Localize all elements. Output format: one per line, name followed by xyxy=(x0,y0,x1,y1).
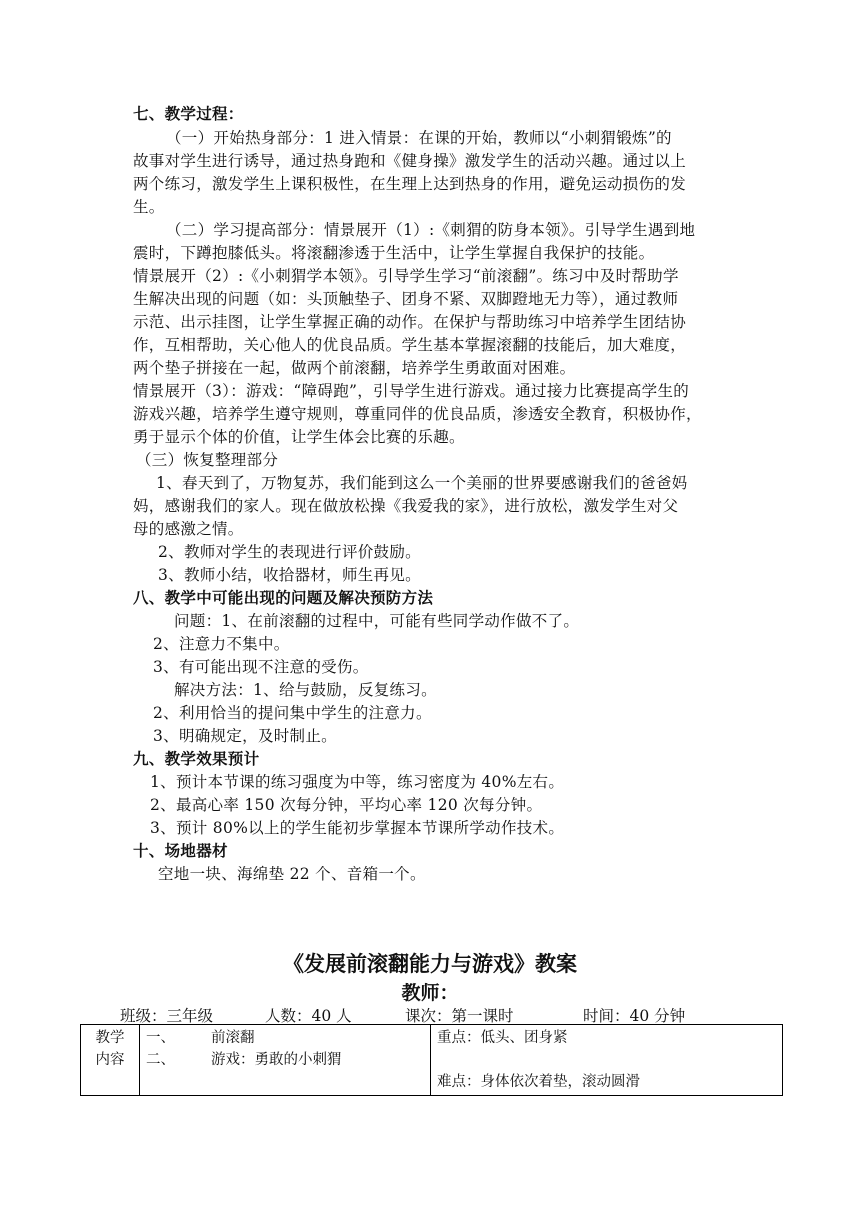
info-lesson: 课次：第一课时 xyxy=(405,1007,514,1025)
info-time: 时间：40 分钟 xyxy=(583,1007,686,1025)
paragraph-line: 妈，感谢我们的家人。现在做放松操《我爱我的家》，进行放松，激发学生对父 xyxy=(133,497,679,515)
content-items-cell xyxy=(140,1025,431,1096)
section-heading-problems: 八、教学中可能出现的问题及解决预防方法 xyxy=(133,589,434,607)
lesson-content-table xyxy=(80,1024,783,1096)
teacher-label: 教师： xyxy=(401,982,459,1004)
paragraph-line: 2、注意力不集中。 xyxy=(153,635,290,653)
paragraph-line: 震时，下蹲抱膝低头。将滚翻渗透于生活中，让学生掌握自我保护的技能。 xyxy=(133,244,655,262)
paragraph-line: 游戏兴趣，培养学生遵守规则，尊重同伴的优良品质，渗透安全教育，积极协作， xyxy=(133,405,702,423)
paragraph-line: 空地一块、海绵垫 22 个、音箱一个。 xyxy=(158,865,426,883)
paragraph-line: 1、春天到了，万物复苏，我们能到这么一个美丽的世界要感谢我们的爸爸妈 xyxy=(156,474,688,492)
paragraph-line: 2、利用恰当的提问集中学生的注意力。 xyxy=(153,704,432,722)
key-points-cell xyxy=(431,1025,783,1096)
difficulty-point: 难点：身体依次着垫，滚动圆滑 xyxy=(437,1074,640,1090)
paragraph-line: 问题：1、在前滚翻的过程中，可能有些同学动作做不了。 xyxy=(174,612,580,630)
lesson-title: 《发展前滚翻能力与游戏》教案 xyxy=(283,952,577,976)
paragraph-line: 3、教师小结，收拾器材，师生再见。 xyxy=(158,566,421,584)
paragraph-line: 2、教师对学生的表现进行评价鼓励。 xyxy=(158,543,421,561)
content-item-number: 二、 xyxy=(146,1052,175,1068)
paragraph-line: 生。 xyxy=(133,198,165,216)
paragraph-line: 故事对学生进行诱导，通过热身跑和《健身操》激发学生的活动兴趣。通过以上 xyxy=(133,152,687,170)
paragraph-line: 两个练习，激发学生上课积极性，在生理上达到热身的作用，避免运动损伤的发 xyxy=(133,175,687,193)
key-point: 重点：低头、团身紧 xyxy=(437,1030,568,1046)
paragraph-line: （三）恢复整理部分 xyxy=(136,451,279,469)
content-item-text: 前滚翻 xyxy=(211,1030,255,1046)
section-heading-process: 七、教学过程： xyxy=(133,105,244,123)
section-heading-effect: 九、教学效果预计 xyxy=(133,750,260,768)
paragraph-line: 情景展开（2）:《小刺猬学本领》。引导学生学习“前滚翻”。练习中及时帮助学 xyxy=(133,267,679,285)
paragraph-line: （二）学习提高部分：情景展开（1）:《刺猬的防身本领》。引导学生遇到地 xyxy=(166,221,696,239)
info-grade: 班级：三年级 xyxy=(120,1007,214,1025)
paragraph-line: 情景展开（3）：游戏：“障碍跑”，引导学生进行游戏。通过接力比赛提高学生的 xyxy=(133,382,690,400)
content-item xyxy=(146,1027,424,1049)
content-header-cell xyxy=(81,1025,140,1096)
paragraph-line: 3、明确规定，及时制止。 xyxy=(153,727,337,745)
content-item-number: 一、 xyxy=(146,1030,175,1046)
section-heading-equipment: 十、场地器材 xyxy=(133,842,228,860)
paragraph-line: 解决方法：1、给与鼓励，反复练习。 xyxy=(174,681,437,699)
content-header-line2: 内容 xyxy=(95,1052,125,1068)
paragraph-line: 3、预计 80%以上的学生能初步掌握本节课所学动作技术。 xyxy=(150,819,565,837)
paragraph-line: 勇于显示个体的价值，让学生体会比赛的乐趣。 xyxy=(133,428,465,446)
paragraph-line: 生解决出现的问题（如：头顶触垫子、团身不紧、双脚蹬地无力等），通过教师 xyxy=(133,290,679,308)
paragraph-line: 作，互相帮助，关心他人的优良品质。学生基本掌握滚翻的技能后，加大难度， xyxy=(133,336,687,354)
paragraph-line: 两个垫子拼接在一起，做两个前滚翻，培养学生勇敢面对困难。 xyxy=(133,359,576,377)
info-students: 人数：40 人 xyxy=(265,1007,352,1025)
content-header-line1: 教学 xyxy=(95,1030,125,1046)
paragraph-line: 母的感激之情。 xyxy=(133,520,244,538)
paragraph-line: （一）开始热身部分：1 进入情景：在课的开始，教师以“小刺猬锻炼”的 xyxy=(166,129,672,147)
paragraph-line: 2、最高心率 150 次每分钟，平均心率 120 次每分钟。 xyxy=(150,796,543,814)
paragraph-line: 示范、出示挂图，让学生掌握正确的动作。在保护与帮助练习中培养学生团结协 xyxy=(133,313,687,331)
content-item xyxy=(146,1049,424,1071)
paragraph-line: 1、预计本节课的练习强度为中等，练习密度为 40%左右。 xyxy=(150,773,565,791)
paragraph-line: 3、有可能出现不注意的受伤。 xyxy=(153,658,369,676)
table-row xyxy=(81,1025,783,1096)
content-item-text: 游戏：勇敢的小刺猬 xyxy=(211,1052,342,1068)
